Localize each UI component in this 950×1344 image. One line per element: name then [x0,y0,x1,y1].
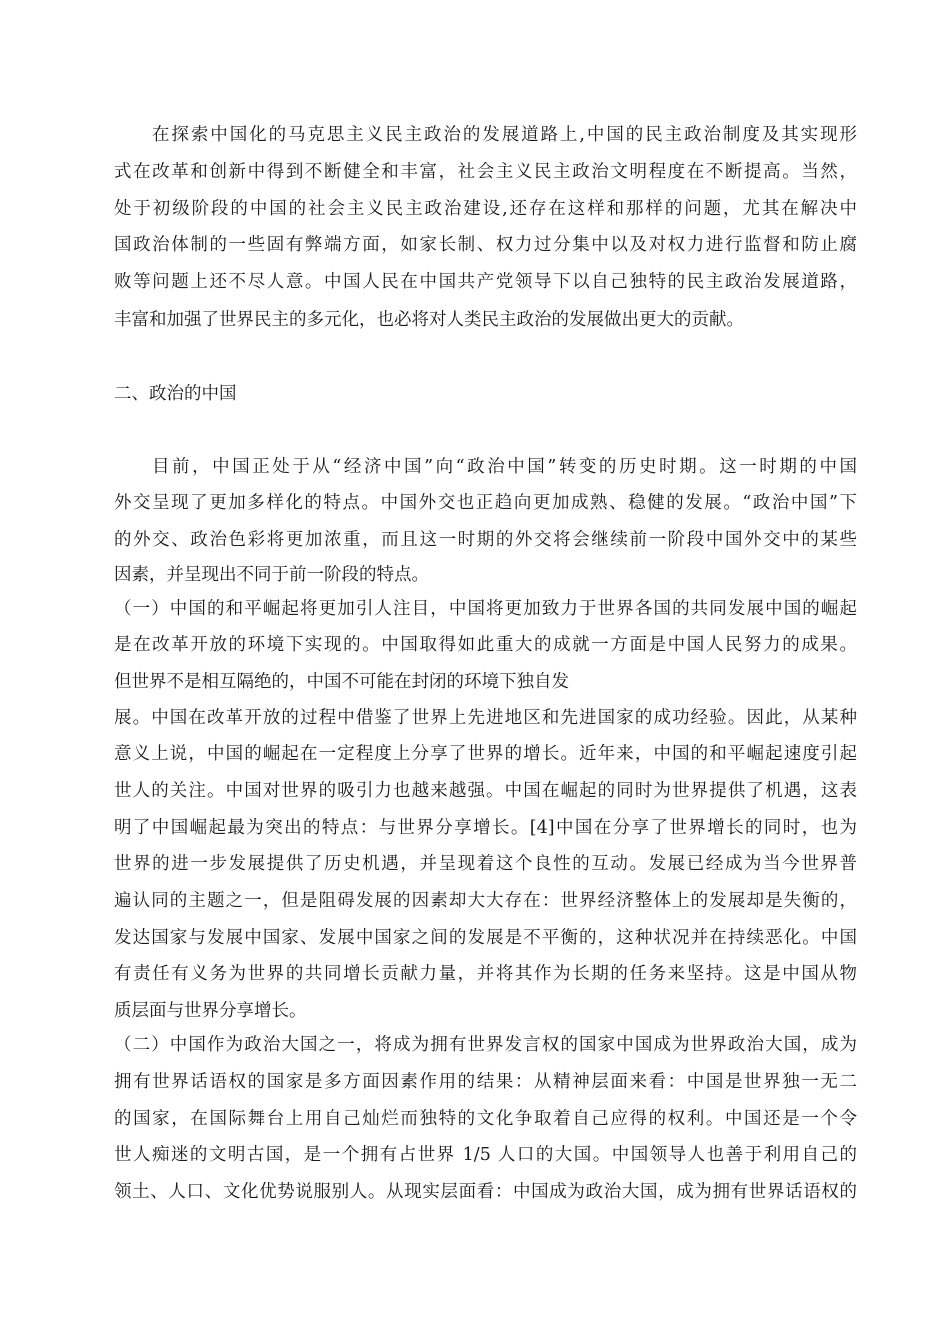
paragraph-3-line-3: 但世界不是相互隔绝的，中国不可能在封闭的环境下独自发 [114,672,569,692]
paragraph-3-line-6: 世人的关注。中国对世界的吸引力也越来越强。中国在崛起的同时为世界提供了机遇，这表 [114,781,857,801]
paragraph-2-line-1: 目前，中国正处于从“经济中国”向“政治中国”转变的历史时期。这一时期的中国 [152,457,857,477]
paragraph-1-line-5: 败等问题上还不尽人意。中国人民在中国共产党领导下以自己独特的民主政治发展道路， [114,272,857,292]
paragraph-1-line-2: 式在改革和创新中得到不断健全和丰富，社会主义民主政治文明程度在不断提高。当然， [114,162,857,182]
paragraph-4-line-2: 拥有世界话语权的国家是多方面因素作用的结果：从精神层面来看：中国是世界独一无二 [114,1072,857,1092]
paragraph-4-line-1: （二）中国作为政治大国之一，将成为拥有世界发言权的国家中国成为世界政治大国，成为 [114,1035,857,1055]
paragraph-3-line-4: 展。中国在改革开放的过程中借鉴了世界上先进地区和先进国家的成功经验。因此，从某种 [114,708,857,728]
paragraph-2-line-4: 因素，并呈现出不同于前一阶段的特点。 [114,565,429,585]
paragraph-1-line-4: 国政治体制的一些固有弊端方面，如家长制、权力过分集中以及对权力进行监督和防止腐 [114,235,857,255]
paragraph-4-line-4: 世人痴迷的文明古国，是一个拥有占世界 1/5 人口的大国。中国领导人也善于利用自己的 [114,1145,857,1165]
paragraph-1-line-6: 丰富和加强了世界民主的多元化，也必将对人类民主政治的发展做出更大的贡献。 [114,310,744,330]
paragraph-3-line-8: 世界的进一步发展提供了历史机遇，并呈现着这个良性的互动。发展已经成为当今世界普 [114,854,857,874]
paragraph-3-line-1: （一）中国的和平崛起将更加引人注目，中国将更加致力于世界各国的共同发展中国的崛起 [114,599,857,619]
paragraph-4-line-5: 领土、人口、文化优势说服别人。从现实层面看：中国成为政治大国，成为拥有世界话语权的 [114,1182,857,1202]
paragraph-3-line-10: 发达国家与发展中国家、发展中国家之间的发展是不平衡的，这种状况并在持续恶化。中国 [114,928,857,948]
paragraph-3-line-9: 遍认同的主题之一，但是阻碍发展的因素却大大存在：世界经济整体上的发展却是失衡的， [114,891,857,911]
paragraph-1-line-1: 在探索中国化的马克思主义民主政治的发展道路上,中国的民主政治制度及其实现形 [152,125,857,145]
section-heading: 二、政治的中国 [114,384,237,404]
paragraph-4-line-3: 的国家，在国际舞台上用自己灿烂而独特的文化争取着自己应得的权利。中国还是一个令 [114,1109,857,1129]
paragraph-3-line-7: 明了中国崛起最为突出的特点：与世界分享增长。[4]中国在分享了世界增长的同时，也为 [114,818,857,838]
paragraph-3-line-11: 有责任有义务为世界的共同增长贡献力量，并将其作为长期的任务来坚持。这是中国从物 [114,964,857,984]
paragraph-3-line-5: 意义上说，中国的崛起在一定程度上分享了世界的增长。近年来，中国的和平崛起速度引起 [114,744,857,764]
paragraph-1-line-3: 处于初级阶段的中国的社会主义民主政治建设,还存在这样和那样的问题，尤其在解决中 [114,199,857,219]
paragraph-2-line-2: 外交呈现了更加多样化的特点。中国外交也正趋向更加成熟、稳健的发展。“政治中国”下 [114,493,857,513]
paragraph-3-line-2: 是在改革开放的环境下实现的。中国取得如此重大的成就一方面是中国人民努力的成果。 [114,635,857,655]
paragraph-3-line-12: 质层面与世界分享增长。 [114,1001,307,1021]
paragraph-2-line-3: 的外交、政治色彩将更加浓重，而且这一时期的外交将会继续前一阶段中国外交中的某些 [114,530,857,550]
